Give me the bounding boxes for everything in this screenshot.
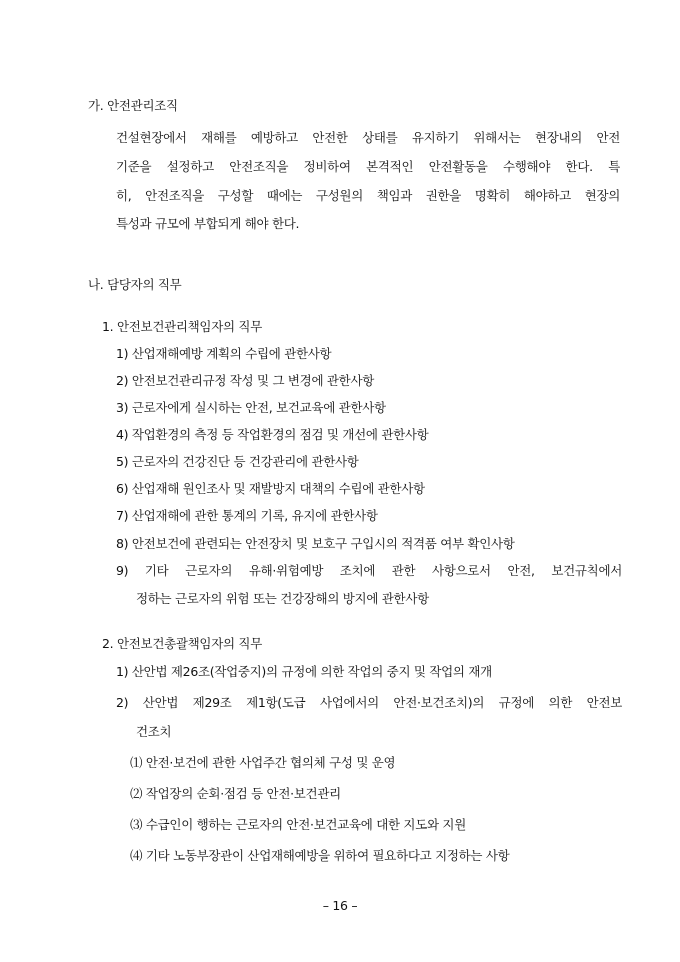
list-item: 8) 안전보건에 관련되는 안전장치 및 보호구 구입시의 적격품 여부 확인사항 <box>116 536 515 551</box>
list-item: 4) 작업환경의 측정 등 작업환경의 점검 및 개선에 관한사항 <box>116 427 429 442</box>
subsection-heading-1: 1. 안전보건관리책임자의 직무 <box>102 319 262 334</box>
list-item: 7) 산업재해에 관한 통계의 기록, 유지에 관한사항 <box>116 508 378 523</box>
section-heading-ga: 가. 안전관리조직 <box>88 98 178 113</box>
list-item: 1) 산업재해예방 계획의 수립에 관한사항 <box>116 346 332 361</box>
list-item: 9) 기타 근로자의 유해·위험예방 조치에 관한 사항으로서 안전, 보건규칙에서 <box>116 563 622 578</box>
paragraph-line: 히, 안전조직을 구성할 때에는 구성원의 책임과 권한을 명확히 해야하고 현장의 <box>116 188 620 203</box>
list-item: 2) 안전보건관리규정 작성 및 그 변경에 관한사항 <box>116 373 374 388</box>
page-number: – 16 – <box>322 898 358 913</box>
list-item-continuation: 건조치 <box>136 724 172 739</box>
paragraph-line: 건설현장에서 재해를 예방하고 안전한 상태를 유지하기 위해서는 현장내의 안전 <box>116 130 620 145</box>
paragraph-line: 기준을 설정하고 안전조직을 정비하여 본격적인 안전활동을 수행해야 한다. 특 <box>116 159 620 174</box>
sub-list-item: ⑶ 수급인이 행하는 근로자의 안전·보건교육에 대한 지도와 지원 <box>130 817 466 832</box>
paragraph-line: 특성과 규모에 부합되게 해야 한다. <box>116 216 300 231</box>
list-item: 1) 산안법 제26조(작업중지)의 규정에 의한 작업의 중지 및 작업의 재개 <box>116 664 492 679</box>
sub-list-item: ⑵ 작업장의 순회·점검 등 안전·보건관리 <box>130 786 341 801</box>
sub-list-item: ⑴ 안전·보건에 관한 사업주간 협의체 구성 및 운영 <box>130 755 396 770</box>
section-heading-na: 나. 담당자의 직무 <box>88 277 182 292</box>
list-item: 5) 근로자의 건강진단 등 건강관리에 관한사항 <box>116 454 359 469</box>
list-item: 2) 산안법 제29조 제1항(도급 사업에서의 안전·보건조치)의 규정에 의한 안전보 <box>116 695 622 710</box>
subsection-heading-2: 2. 안전보건총괄책임자의 직무 <box>102 636 262 651</box>
list-item-continuation: 정하는 근로자의 위험 또는 건강장해의 방지에 관한사항 <box>136 591 429 606</box>
list-item: 3) 근로자에게 실시하는 안전, 보건교육에 관한사항 <box>116 400 386 415</box>
sub-list-item: ⑷ 기타 노동부장관이 산업재해예방을 위하여 필요하다고 지정하는 사항 <box>130 848 510 863</box>
list-item: 6) 산업재해 원인조사 및 재발방지 대책의 수립에 관한사항 <box>116 481 425 496</box>
